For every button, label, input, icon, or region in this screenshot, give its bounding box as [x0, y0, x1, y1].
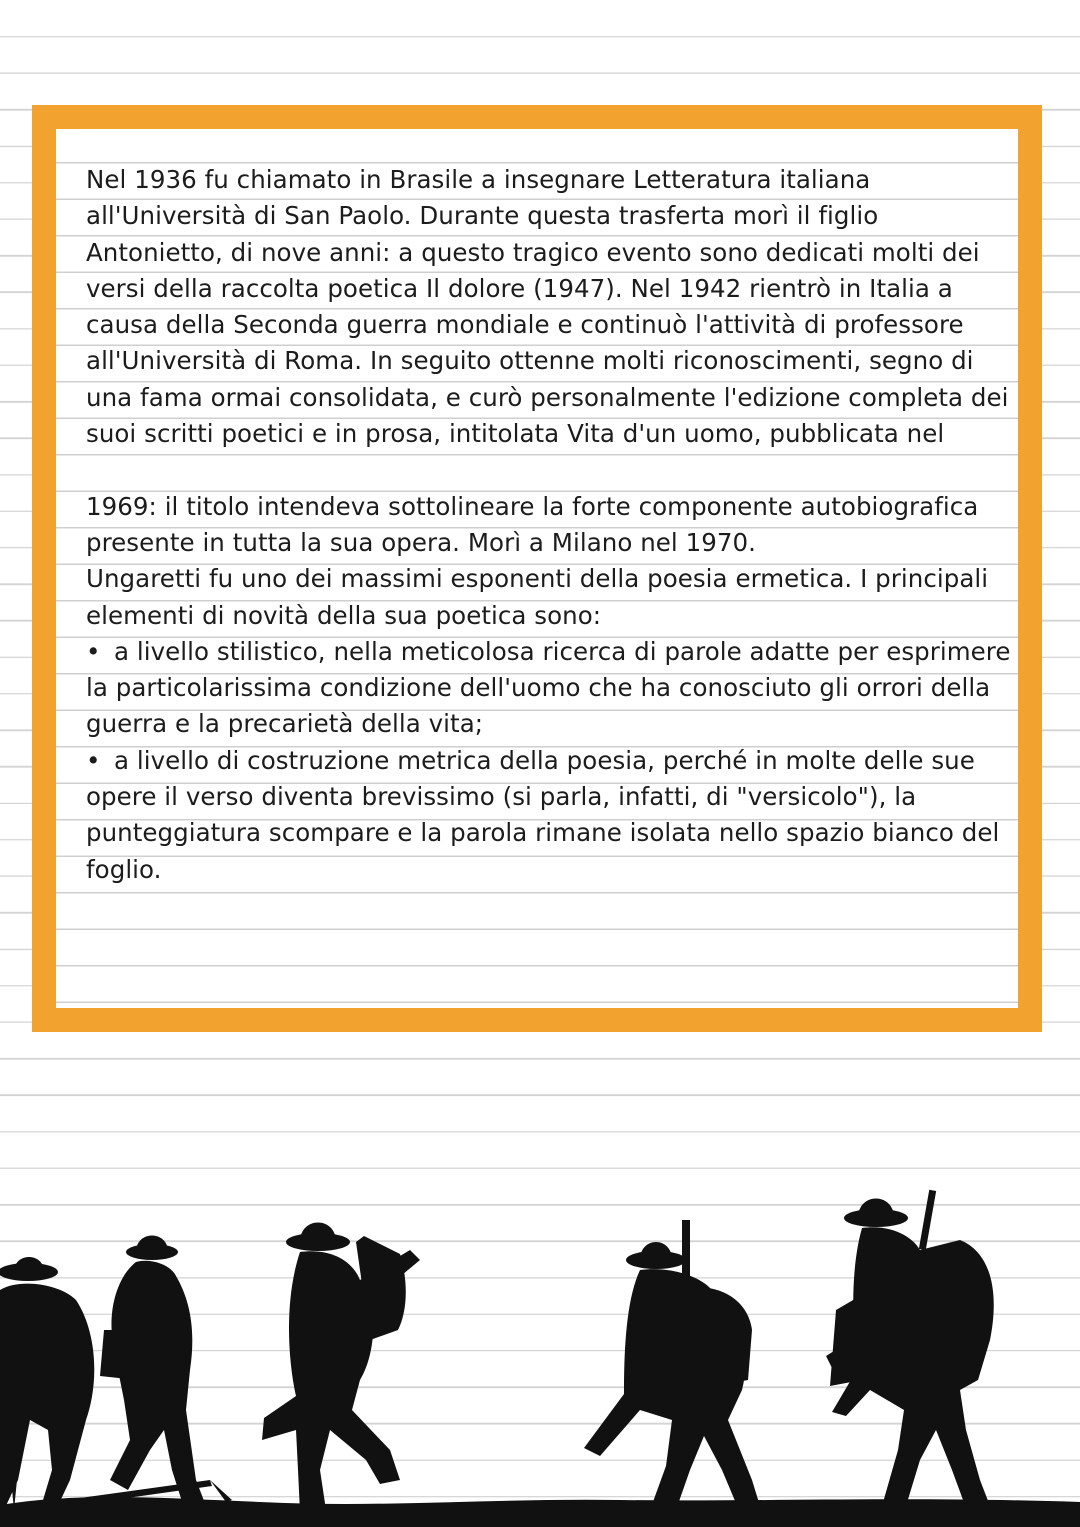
paragraph-death: 1969: il titolo intendeva sottolineare la forte componente autobiografica presente in tutta la sua opera. Morì a Milano nel 1970. — [86, 491, 979, 557]
paragraph-poetics: Ungaretti fu uno dei massimi esponenti della poesia ermetica. I principali elementi di novità della sua poetica sono: — [86, 564, 989, 630]
paragraph-biography: Nel 1936 fu chiamato in Brasile a insegnare Letteratura italiana all'Università di San Paolo. Durante questa trasferta morì il figlio Antonietto, di nove anni: a questo tragico evento sono dedicati molti dei versi della raccolta poetica Il dolore (1947). Nel 1942 rientrò in Italia a causa della Seconda guerra mondiale e continuò l'attività di professore all'Università di Roma. In seguito ottenne molti riconoscimenti, segno di una fama ormai consolidata, e curò personalmente l'edizione completa dei suoi scritti poetici e in prosa, intitolata Vita d'un uomo, pubblicata nel — [86, 165, 1009, 449]
bullet-text: a livello stilistico, nella meticolosa ricerca di parole adatte per esprimere la particolarissima condizione dell'uomo che ha conosciuto gli orrori della guerra e la precarietà della vita; — [86, 636, 1011, 739]
list-item — [86, 634, 1011, 743]
document-text — [86, 162, 1011, 888]
bullet-text: a livello di costruzione metrica della poesia, perché in molte delle sue opere il verso diventa brevissimo (si parla, infatti, di "versicolo"), la punteggiatura scompare e la parola rimane isolata nello spazio bianco del foglio. — [86, 745, 1000, 884]
list-item — [86, 743, 1011, 888]
text-frame — [32, 105, 1042, 1032]
bullet-icon: • — [86, 745, 101, 775]
paragraph-gap — [86, 452, 1011, 488]
soldiers-silhouette-icon — [0, 1180, 1080, 1527]
bullet-icon: • — [86, 636, 101, 666]
text-frame-inner — [56, 129, 1018, 1008]
